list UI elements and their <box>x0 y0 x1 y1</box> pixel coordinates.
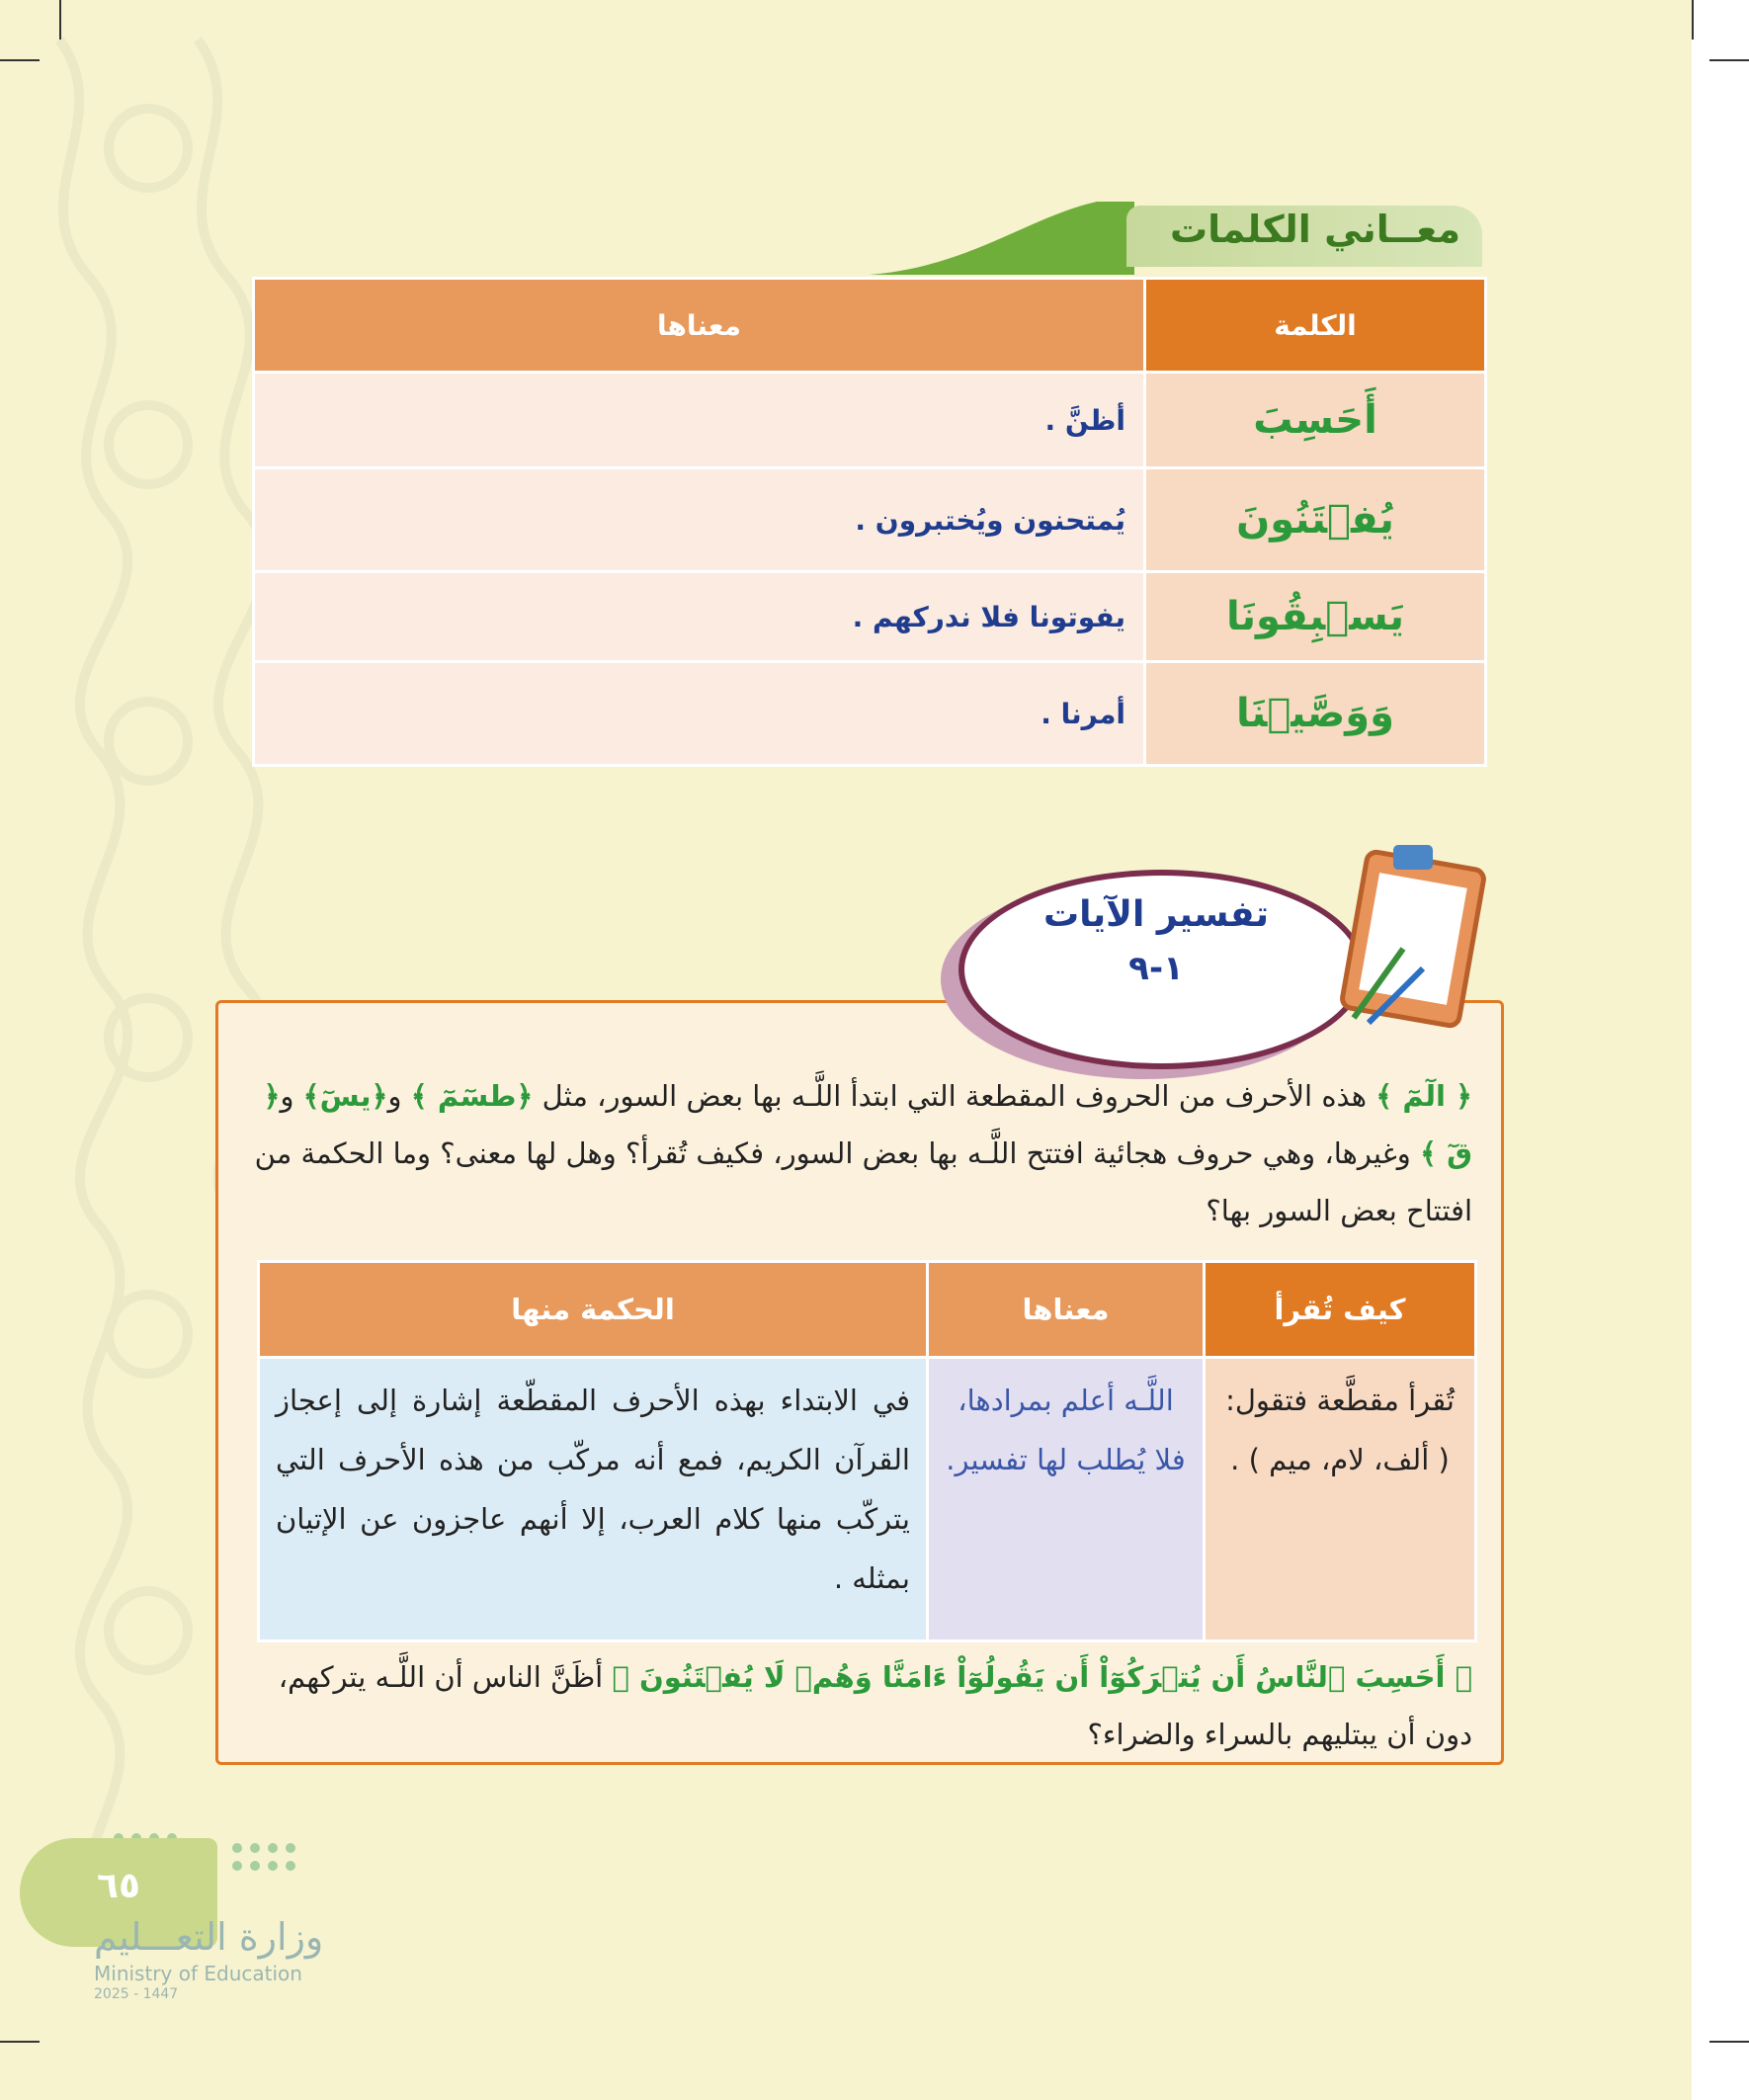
vocab-meaning: أمرنا . <box>254 662 1145 766</box>
column-header-how: كيف تُقرأ <box>1205 1262 1476 1358</box>
table-row <box>259 1358 1476 1641</box>
quran-tasm: ﴿طسٓمٓ ﴾ <box>410 1079 534 1113</box>
verse-explanation: أظَنَّ الناس أن اللَّـه يتركهم، دون أن يبتليهم بالسراء والضراء؟ <box>278 1660 1472 1751</box>
crop-mark <box>1709 59 1749 61</box>
section-heading <box>870 198 1482 277</box>
tafsir-verse-range: ١-٩ <box>1128 949 1184 988</box>
vocab-word: يُفۡتَنُونَ <box>1145 468 1486 572</box>
vocab-word: يَسۡبِقُونَا <box>1145 572 1486 662</box>
vocabulary-table <box>252 277 1487 767</box>
cell-meaning: اللَّـه أعلم بمرادها، فلا يُطلب لها تفسير. <box>928 1358 1205 1641</box>
column-header-meaning: معناها <box>928 1262 1205 1358</box>
page-number: ٦٥ <box>97 1866 140 1906</box>
crop-mark <box>59 0 61 40</box>
vocab-meaning: يُمتحنون ويُختبرون . <box>254 468 1145 572</box>
vocab-word: أَحَسِبَ <box>1145 373 1486 468</box>
vocab-word: وَوَصَّيۡنَا <box>1145 662 1486 766</box>
intro-text-3: و <box>280 1079 294 1113</box>
column-header-word: الكلمة <box>1145 279 1486 373</box>
tafsir-title: تفسير الآيات <box>1042 894 1270 935</box>
heading-title: معــاني الكلمات <box>1170 208 1460 251</box>
crop-mark <box>1692 0 1694 40</box>
table-row <box>254 662 1486 766</box>
intro-text-1: هذه الأحرف من الحروف المقطعة التي ابتدأ اللَّـه بها بعض السور، مثل <box>541 1079 1368 1113</box>
quran-alif-lam-mim: ﴿ الٓمٓ ﴾ <box>1375 1079 1472 1113</box>
clipboard-icon <box>1314 840 1512 1038</box>
crop-mark <box>0 59 40 61</box>
table-header-row <box>254 279 1486 373</box>
intro-text-4: وغيرها، وهي حروف هجائية افتتح اللَّـه بها بعض السور، فكيف تُقرأ؟ وهل لها معنى؟ وما الحكمة من افتتاح بعض السور بها؟ <box>254 1136 1472 1227</box>
cell-how: تُقرأ مقطَّعة فتقول: ( ألف، لام، ميم ) . <box>1205 1358 1476 1641</box>
table-header-row <box>259 1262 1476 1358</box>
intro-text-2: و <box>387 1079 402 1113</box>
cell-wisdom: في الابتداء بهذه الأحرف المقطّعة إشارة إلى إعجاز القرآن الكريم، فمع أنه مركّب من هذه الأحرف التي يتركّب منها كلام العرب، إلا أنهم عاجزون عن الإتيان بمثله . <box>259 1358 928 1641</box>
huruf-table <box>257 1260 1477 1642</box>
table-row <box>254 468 1486 572</box>
column-header-wisdom: الحكمة منها <box>259 1262 928 1358</box>
leaf-decoration <box>870 198 1136 277</box>
quran-qaf: ﴿ قٓ ﴾ <box>263 1079 1472 1170</box>
crop-mark <box>1709 2041 1749 2043</box>
table-row <box>254 572 1486 662</box>
vocab-meaning: أظنَّ . <box>254 373 1145 468</box>
crop-mark <box>0 2041 40 2043</box>
tafsir-intro <box>237 1067 1472 1239</box>
ministry-name-arabic: وزارة التعـــليم <box>94 1915 324 1959</box>
quran-verse: ﴿ أَحَسِبَ ٱلنَّاسُ أَن يُتۡرَكُوٓاْ أَن يَقُولُوٓاْ ءَامَنَّا وَهُمۡ لَا يُفۡتَنُونَ ﴾ <box>612 1660 1472 1694</box>
vocab-meaning: يفوتونا فلا ندركهم . <box>254 572 1145 662</box>
ministry-name-english: Ministry of Education <box>94 1962 302 1985</box>
quran-yasin: ﴿يسٓ﴾ <box>302 1079 388 1113</box>
tafsir-verse <box>237 1648 1472 1763</box>
column-header-meaning: معناها <box>254 279 1145 373</box>
table-row <box>254 373 1486 468</box>
edition-year: 2025 - 1447 <box>94 1986 179 2002</box>
